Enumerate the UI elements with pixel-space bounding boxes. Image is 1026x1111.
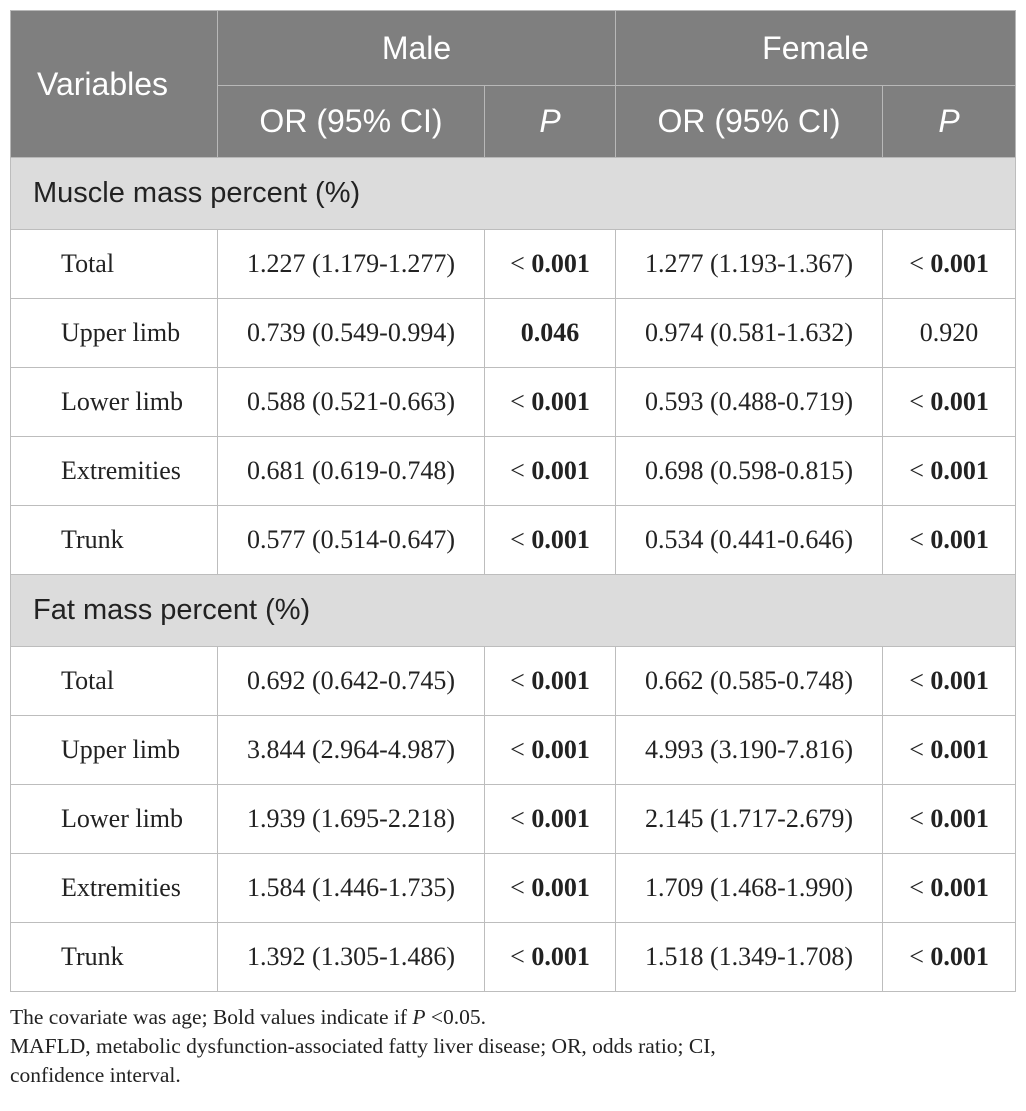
male-or-cell: 3.844 (2.964-4.987) — [218, 716, 485, 785]
table-row — [11, 230, 1016, 299]
variable-cell: Upper limb — [11, 299, 218, 368]
female-p-cell — [883, 506, 1016, 575]
less-than-sign: < — [909, 666, 931, 695]
variable-cell: Total — [11, 647, 218, 716]
female-or-cell: 1.709 (1.468-1.990) — [616, 854, 883, 923]
female-p-cell — [883, 230, 1016, 299]
female-or-cell: 2.145 (1.717-2.679) — [616, 785, 883, 854]
male-or-cell: 0.588 (0.521-0.663) — [218, 368, 485, 437]
male-or-cell: 0.577 (0.514-0.647) — [218, 506, 485, 575]
section-header-row — [11, 158, 1016, 230]
footnote-p-symbol: P — [412, 1005, 426, 1029]
less-than-sign: < — [510, 525, 532, 554]
variable-cell: Lower limb — [11, 368, 218, 437]
male-p-cell — [485, 785, 616, 854]
less-than-sign: < — [909, 387, 931, 416]
table-row — [11, 785, 1016, 854]
male-p-cell — [485, 854, 616, 923]
less-than-sign: < — [510, 942, 532, 971]
section-title: Muscle mass percent (%) — [11, 158, 1016, 230]
table-row — [11, 506, 1016, 575]
male-or-cell: 0.739 (0.549-0.994) — [218, 299, 485, 368]
female-p-cell — [883, 923, 1016, 992]
female-p-cell — [883, 854, 1016, 923]
female-p-header: P — [883, 86, 1016, 158]
p-value: 0.001 — [930, 666, 989, 695]
less-than-sign: < — [510, 249, 532, 278]
female-p-cell — [883, 785, 1016, 854]
p-value: 0.001 — [930, 249, 989, 278]
p-value: 0.001 — [531, 804, 590, 833]
female-p-cell — [883, 647, 1016, 716]
p-value: 0.001 — [531, 666, 590, 695]
less-than-sign: < — [909, 456, 931, 485]
table-row — [11, 716, 1016, 785]
footnote-abbreviations-line2: confidence interval. — [10, 1063, 181, 1087]
results-table — [10, 10, 1016, 992]
female-p-cell — [883, 437, 1016, 506]
less-than-sign: < — [909, 735, 931, 764]
male-p-cell — [485, 506, 616, 575]
female-or-cell: 0.593 (0.488-0.719) — [616, 368, 883, 437]
p-value: 0.001 — [531, 942, 590, 971]
table-row — [11, 437, 1016, 506]
p-value: 0.001 — [531, 735, 590, 764]
p-value: 0.001 — [531, 387, 590, 416]
less-than-sign: < — [510, 387, 532, 416]
male-or-cell: 1.939 (1.695-2.218) — [218, 785, 485, 854]
variable-cell: Upper limb — [11, 716, 218, 785]
footnote-covariate — [10, 1003, 1015, 1032]
male-p-cell — [485, 647, 616, 716]
male-header: Male — [218, 11, 616, 86]
table-row — [11, 854, 1016, 923]
footnote-abbreviations-line1: MAFLD, metabolic dysfunction-associated fatty liver disease; OR, odds ratio; CI, — [10, 1034, 716, 1058]
variable-cell: Extremities — [11, 854, 218, 923]
female-or-cell: 4.993 (3.190-7.816) — [616, 716, 883, 785]
p-value: 0.001 — [930, 525, 989, 554]
p-value: 0.001 — [930, 456, 989, 485]
p-value: 0.001 — [930, 387, 989, 416]
p-value: 0.001 — [531, 873, 590, 902]
table-header — [11, 11, 1016, 158]
section-title: Fat mass percent (%) — [11, 575, 1016, 647]
table-row — [11, 368, 1016, 437]
less-than-sign: < — [510, 666, 532, 695]
male-p-cell — [485, 923, 616, 992]
female-or-cell: 0.534 (0.441-0.646) — [616, 506, 883, 575]
variable-cell: Total — [11, 230, 218, 299]
p-value: 0.001 — [930, 873, 989, 902]
male-or-cell: 1.227 (1.179-1.277) — [218, 230, 485, 299]
variable-cell: Lower limb — [11, 785, 218, 854]
female-p-cell — [883, 716, 1016, 785]
female-or-cell: 0.662 (0.585-0.748) — [616, 647, 883, 716]
variables-header: Variables — [11, 11, 218, 158]
p-value: 0.001 — [531, 456, 590, 485]
table-row — [11, 299, 1016, 368]
female-or-cell: 0.698 (0.598-0.815) — [616, 437, 883, 506]
less-than-sign: < — [909, 525, 931, 554]
variable-cell: Trunk — [11, 923, 218, 992]
male-p-cell — [485, 716, 616, 785]
footnote-threshold: <0.05. — [430, 1005, 487, 1029]
p-value: 0.001 — [930, 735, 989, 764]
female-or-header: OR (95% CI) — [616, 86, 883, 158]
male-or-cell: 0.681 (0.619-0.748) — [218, 437, 485, 506]
table-body — [11, 158, 1016, 992]
p-value: 0.001 — [930, 804, 989, 833]
less-than-sign: < — [909, 249, 931, 278]
male-p-cell: 0.046 — [485, 299, 616, 368]
less-than-sign: < — [909, 804, 931, 833]
male-p-header: P — [485, 86, 616, 158]
less-than-sign: < — [909, 873, 931, 902]
less-than-sign: < — [510, 735, 532, 764]
less-than-sign: < — [510, 873, 532, 902]
female-p-cell — [883, 368, 1016, 437]
female-p-cell: 0.920 — [883, 299, 1016, 368]
section-header-row — [11, 575, 1016, 647]
male-or-header: OR (95% CI) — [218, 86, 485, 158]
p-value: 0.001 — [930, 942, 989, 971]
female-or-cell: 1.277 (1.193-1.367) — [616, 230, 883, 299]
table-footnotes — [10, 1003, 1015, 1090]
less-than-sign: < — [510, 804, 532, 833]
female-or-cell: 0.974 (0.581-1.632) — [616, 299, 883, 368]
p-value: 0.001 — [531, 525, 590, 554]
less-than-sign: < — [909, 942, 931, 971]
female-or-cell: 1.518 (1.349-1.708) — [616, 923, 883, 992]
variable-cell: Trunk — [11, 506, 218, 575]
p-value: 0.001 — [531, 249, 590, 278]
female-header: Female — [616, 11, 1016, 86]
less-than-sign: < — [510, 456, 532, 485]
male-p-cell — [485, 368, 616, 437]
variable-cell: Extremities — [11, 437, 218, 506]
male-p-cell — [485, 230, 616, 299]
footnote-covariate-text: The covariate was age; Bold values indicate if — [10, 1005, 407, 1029]
table-row — [11, 923, 1016, 992]
footnote-abbreviations — [10, 1032, 1015, 1090]
table-row — [11, 647, 1016, 716]
male-p-cell — [485, 437, 616, 506]
male-or-cell: 1.392 (1.305-1.486) — [218, 923, 485, 992]
male-or-cell: 0.692 (0.642-0.745) — [218, 647, 485, 716]
male-or-cell: 1.584 (1.446-1.735) — [218, 854, 485, 923]
